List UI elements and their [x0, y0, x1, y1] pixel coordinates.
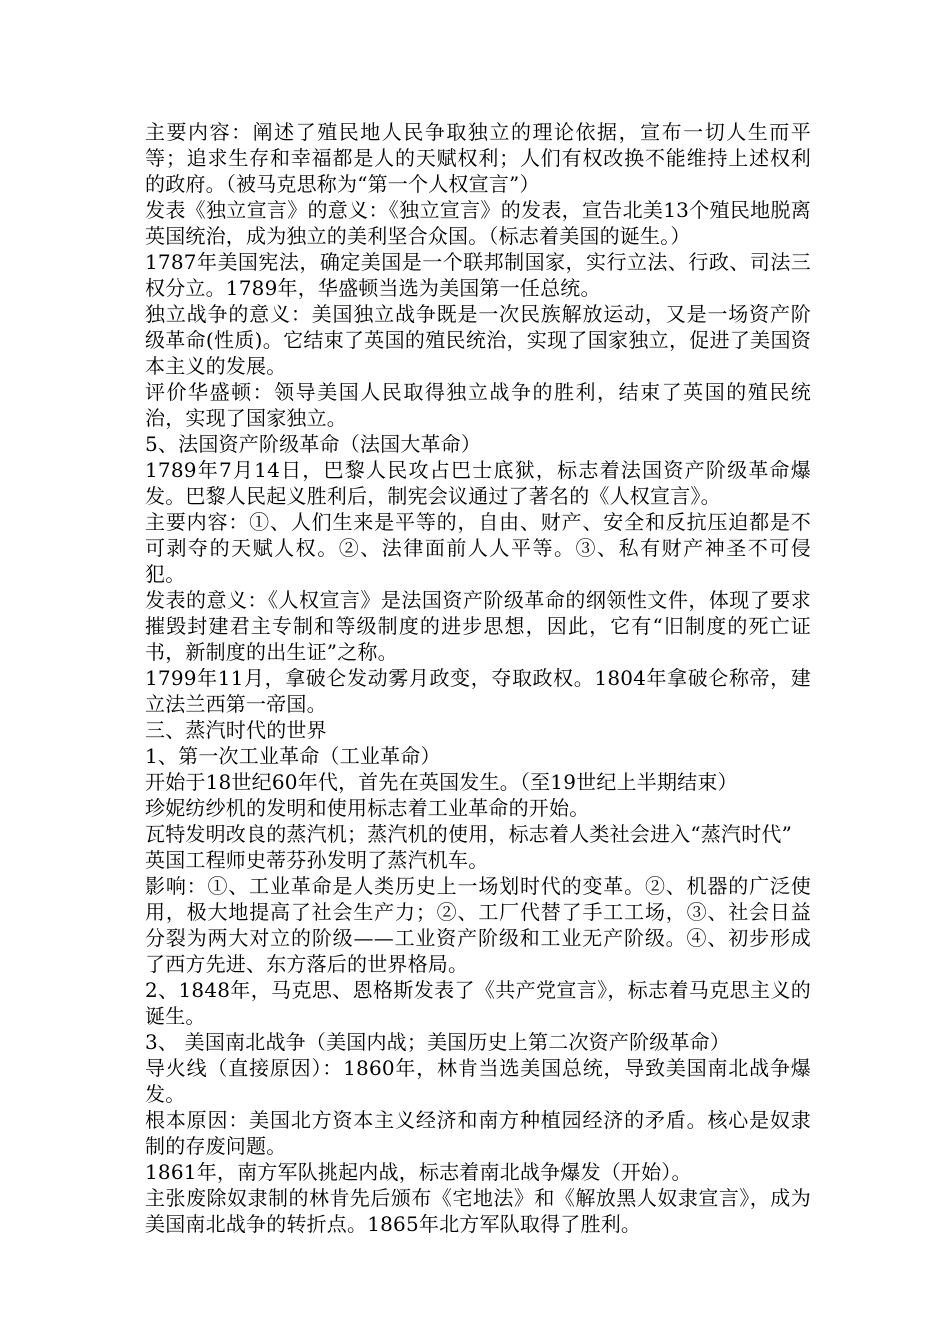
paragraph: 主张废除奴隶制的林肯先后颁布《宅地法》和《解放黑人奴隶宣言》，成为美国南北战争的转折点。1865年北方军队取得了胜利。 [145, 1186, 811, 1236]
paragraph: 发表的意义：《人权宣言》是法国资产阶级革命的纲领性文件，体现了要求摧毁封建君主专制和等级制度的进步思想，因此，它有“旧制度的死亡证书，新制度的出生证”之称。 [145, 588, 811, 664]
paragraph: 珍妮纺纱机的发明和使用标志着工业革命的开始。 [145, 796, 590, 820]
paragraph: 1787年美国宪法，确定美国是一个联邦制国家，实行立法、行政、司法三权分立。1789年，华盛顿当选为美国第一任总统。 [145, 250, 811, 300]
paragraph: 评价华盛顿：领导美国人民取得独立战争的胜利，结束了英国的殖民统治，实现了国家独立。 [145, 380, 811, 430]
paragraph: 1789年7月14日，巴黎人民攻占巴士底狱，标志着法国资产阶级革命爆发。巴黎人民起义胜利后，制宪会议通过了著名的《人权宣言》。 [145, 458, 811, 508]
paragraph: 1799年11月，拿破仑发动雾月政变，夺取政权。1804年拿破仑称帝，建立法兰西第一帝国。 [145, 666, 811, 716]
paragraph: 2、1848年，马克思、恩格斯发表了《共产党宣言》，标志着马克思主义的诞生。 [145, 978, 811, 1028]
section-heading: 3、 美国南北战争（美国内战；美国历史上第二次资产阶级革命） [145, 1030, 731, 1054]
paragraph: 主要内容：①、人们生来是平等的，自由、财产、安全和反抗压迫都是不可剥夺的天赋人权。②、法律面前人人平等。③、私有财产神圣不可侵犯。 [145, 510, 811, 586]
paragraph: 英国工程师史蒂芬孙发明了蒸汽机车。 [145, 848, 489, 872]
paragraph: 主要内容：阐述了殖民地人民争取独立的理论依据，宣布一切人生而平等；追求生存和幸福都是人的天赋权利；人们有权改换不能维持上述权利的政府。（被马克思称为“第一个人权宣言”） [145, 120, 811, 196]
paragraph: 瓦特发明改良的蒸汽机；蒸汽机的使用，标志着人类社会进入“蒸汽时代” [145, 822, 793, 846]
paragraph: 1861年，南方军队挑起内战，标志着南北战争爆发（开始）。 [145, 1160, 692, 1184]
paragraph: 影响：①、工业革命是人类历史上一场划时代的变革。②、机器的广泛使用，极大地提高了社会生产力；②、工厂代替了手工工场，③、社会日益分裂为两大对立的阶级——工业资产阶级和工业无产阶级。④、初步形成了西方先进、东方落后的世界格局。 [145, 874, 811, 976]
paragraph: 导火线（直接原因）：1860年，林肯当选美国总统，导致美国南北战争爆发。 [145, 1056, 811, 1106]
document-page [145, 119, 811, 1237]
paragraph: 根本原因：美国北方资本主义经济和南方种植园经济的矛盾。核心是奴隶制的存废问题。 [145, 1108, 811, 1158]
paragraph: 发表《独立宣言》的意义：《独立宣言》的发表，宣告北美13个殖民地脱离英国统治，成为独立的美利坚合众国。（标志着美国的诞生。） [145, 198, 811, 248]
paragraph: 独立战争的意义：美国独立战争既是一次民族解放运动，又是一场资产阶级革命(性质)。它结束了英国的殖民统治，实现了国家独立，促进了美国资本主义的发展。 [145, 302, 811, 378]
section-heading: 5、法国资产阶级革命（法国大革命） [145, 432, 482, 456]
paragraph: 开始于18世纪60年代，首先在英国发生。（至19世纪上半期结束） [145, 770, 738, 794]
chapter-heading: 三、蒸汽时代的世界 [145, 718, 327, 742]
section-heading: 1、第一次工业革命（工业革命） [145, 744, 441, 768]
